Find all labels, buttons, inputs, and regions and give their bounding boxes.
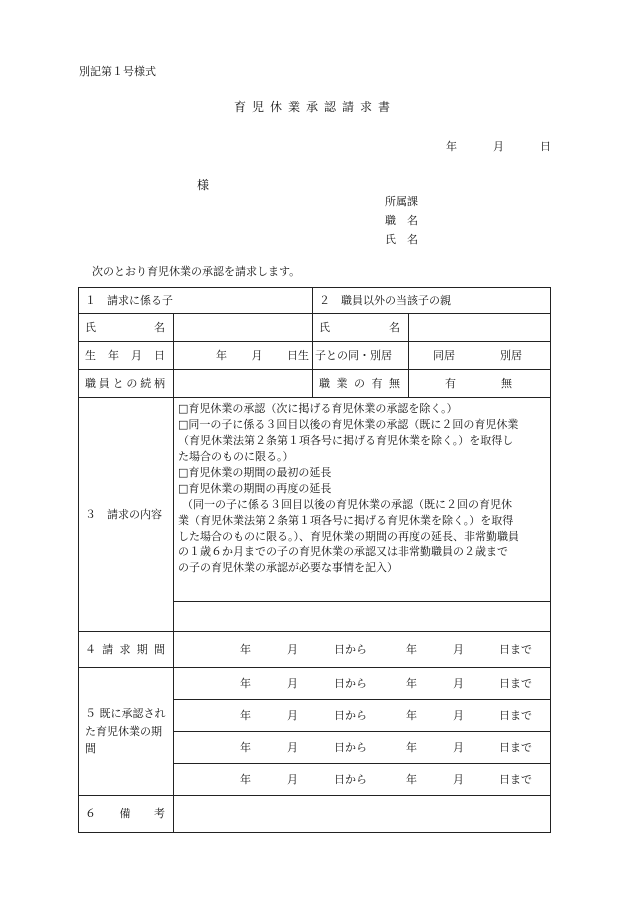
dept-label: 所属課	[385, 195, 418, 208]
date-day-label: 日	[540, 140, 551, 153]
cohabit-option-separate[interactable]: 別居	[500, 348, 522, 362]
applicant-name-label: 氏 名	[385, 233, 418, 246]
form-number: 別記第１号様式	[79, 65, 156, 78]
period-to-month: 月	[453, 772, 464, 786]
label-char: 求	[119, 642, 131, 656]
approved-period-field[interactable]	[174, 764, 551, 796]
parent-name-field[interactable]	[409, 314, 551, 342]
period-to-day: 日まで	[499, 642, 532, 656]
period-from-day: 日から	[334, 708, 367, 722]
option-third-approval-cont: た場合のものに限る。）	[178, 449, 294, 463]
period-from-year: 年	[240, 772, 251, 786]
label-char: 業	[336, 376, 348, 390]
request-reason-field[interactable]	[174, 602, 551, 632]
employment-label	[313, 370, 409, 398]
note-line: 業（育児休業法第２条第１項各号に掲げる育児休業を除く。）を取得	[178, 513, 514, 527]
label-char: 無	[389, 376, 400, 390]
period-from-day: 日から	[334, 676, 367, 690]
option-third-approval[interactable]: □同一の子に係る３回目以後の育児休業の承認（既に２回の育児休業	[178, 417, 519, 431]
period-from-year: 年	[240, 708, 251, 722]
name-row	[79, 314, 551, 342]
period-from-month: 月	[287, 642, 298, 656]
employment-field[interactable]	[409, 370, 551, 398]
option-second-extension[interactable]: □育児休業の期間の再度の延長	[178, 481, 332, 495]
label-char: ６	[85, 807, 96, 821]
approved-period-field[interactable]	[174, 732, 551, 764]
label-char: 氏	[85, 320, 96, 334]
period-to-year: 年	[406, 642, 417, 656]
request-period-row	[79, 632, 551, 668]
child-name-label	[79, 314, 174, 342]
request-options-cell	[174, 398, 551, 602]
period-from-year: 年	[240, 642, 251, 656]
section-header-row	[79, 288, 551, 314]
birth-label	[79, 342, 174, 370]
position-label: 職 名	[385, 214, 418, 227]
label-char: 備	[119, 807, 131, 821]
addressee-suffix: 様	[197, 178, 210, 192]
option-first-extension[interactable]: □育児休業の期間の最初の延長	[178, 465, 332, 479]
request-form-table	[78, 287, 551, 833]
label-char: 職	[319, 376, 330, 390]
cohabit-field[interactable]	[409, 342, 551, 370]
label-char: 生	[85, 348, 96, 362]
parent-name-label	[313, 314, 409, 342]
label-char: ４	[85, 642, 96, 656]
birth-date-field[interactable]	[174, 342, 313, 370]
label-char: 考	[154, 807, 165, 821]
label-char: 柄	[153, 376, 165, 390]
birth-day-label: 日生	[287, 348, 309, 362]
child-name-field[interactable]	[174, 314, 313, 342]
employment-option-no[interactable]: 無	[501, 376, 512, 390]
label-char: 請	[102, 642, 114, 656]
label-char: 名	[154, 320, 165, 334]
birth-month-label: 月	[251, 348, 263, 362]
intro-text: 次のとおり育児休業の承認を請求します。	[92, 265, 301, 278]
note-line: した場合のものに限る。）、育児休業の期間の再度の延長、非常勤職員	[178, 529, 519, 543]
label-char: と	[112, 376, 124, 390]
period-from-year: 年	[240, 740, 251, 754]
label-char: 間	[154, 642, 165, 656]
approved-period-field[interactable]	[174, 700, 551, 732]
cohabit-option-same[interactable]: 同居	[433, 348, 455, 362]
label-char: 氏	[319, 320, 330, 334]
period-to-year: 年	[406, 772, 417, 786]
label-char: 期	[136, 642, 148, 656]
period-to-year: 年	[406, 676, 417, 690]
period-from-day: 日から	[334, 642, 367, 656]
period-to-month: 月	[453, 642, 464, 656]
label-char: 員	[98, 376, 110, 390]
period-to-year: 年	[406, 708, 417, 722]
label-char: 月	[131, 348, 142, 362]
period-to-day: 日まで	[499, 708, 532, 722]
approved-period-row	[79, 668, 551, 700]
remarks-label	[79, 796, 174, 833]
date-year-label: 年	[446, 140, 457, 153]
note-line: の１歳６か月までの子の育児休業の承認又は非常勤職員の２歳まで	[178, 545, 508, 559]
label-char: の	[354, 376, 365, 390]
option-third-approval-cont: （育児休業法第２条第１項各号に掲げる育児休業を除く。）を取得し	[178, 433, 514, 447]
remarks-field[interactable]	[174, 796, 551, 833]
request-period-label	[79, 632, 174, 668]
period-from-day: 日から	[334, 772, 367, 786]
period-from-month: 月	[287, 676, 298, 690]
period-from-month: 月	[287, 740, 298, 754]
remarks-row	[79, 796, 551, 833]
label-char: 日	[154, 348, 165, 362]
label-char: 年	[108, 348, 119, 362]
note-line: （同一の子に係る３回目以後の育児休業の承認（既に２回の育児休	[182, 497, 512, 511]
date-month-label: 月	[493, 140, 504, 153]
period-to-day: 日まで	[499, 676, 532, 690]
employment-option-yes[interactable]: 有	[445, 376, 456, 390]
period-to-day: 日まで	[499, 740, 532, 754]
period-from-year: 年	[240, 676, 251, 690]
birth-year-label: 年	[216, 348, 227, 362]
approved-period-field[interactable]	[174, 668, 551, 700]
note-line: の子の育児休業の承認が必要な事情を記入）	[178, 561, 398, 575]
relation-row	[79, 370, 551, 398]
label-char: 続	[140, 376, 152, 390]
period-to-month: 月	[453, 740, 464, 754]
request-period-field[interactable]	[174, 632, 551, 668]
period-to-year: 年	[406, 740, 417, 754]
option-approval[interactable]: □育児休業の承認（次に掲げる育児休業の承認を除く。）	[178, 402, 458, 415]
relation-field[interactable]	[174, 370, 313, 398]
request-content-label: ３ 請求の内容	[79, 398, 174, 632]
period-from-month: 月	[287, 772, 298, 786]
period-from-month: 月	[287, 708, 298, 722]
document-title: 育児休業承認請求書	[233, 100, 396, 114]
period-to-day: 日まで	[499, 772, 532, 786]
cohabit-label: 子との同・別居	[313, 342, 409, 370]
section2-header: ２ 職員以外の当該子の親	[313, 288, 551, 314]
birth-row	[79, 342, 551, 370]
section1-header: １ 請求に係る子	[79, 288, 313, 314]
request-content-row	[79, 398, 551, 602]
label-char: の	[126, 376, 138, 390]
label-char: 職	[85, 376, 96, 390]
period-to-month: 月	[453, 676, 464, 690]
label-char: 有	[371, 376, 383, 390]
period-to-month: 月	[453, 708, 464, 722]
period-from-day: 日から	[334, 740, 367, 754]
approved-period-label: ５ 既に承認された育児休業の期間	[79, 668, 174, 796]
relation-label	[79, 370, 174, 398]
label-char: 名	[389, 320, 400, 334]
